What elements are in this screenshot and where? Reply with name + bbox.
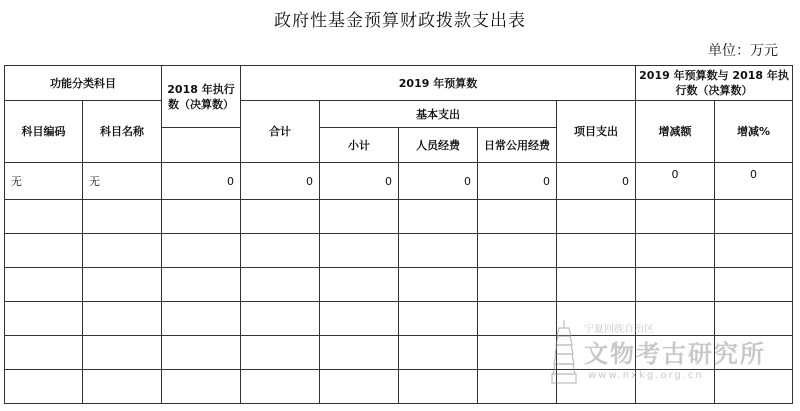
header-subject-name: 科目名称: [83, 101, 162, 163]
header-exec-2018: 2018 年执行数（决算数）: [162, 66, 241, 128]
cell-exec-2018: 0: [162, 163, 241, 200]
cell-name: 无: [83, 163, 162, 200]
header-compare: 2019 年预算数与 2018 年执行数（决算数）: [636, 66, 793, 101]
cell-increase-pct: 0: [715, 163, 793, 200]
empty-row: [5, 200, 793, 234]
cell-public-daily: 0: [478, 163, 557, 200]
empty-row: [5, 336, 793, 370]
watermark-url: www.nxkg.org.cn: [588, 370, 704, 381]
cell-project: 0: [557, 163, 636, 200]
header-exec-2018-cont: [162, 128, 241, 163]
cell-subtotal: 0: [320, 163, 399, 200]
header-total: 合计: [241, 101, 320, 163]
cell-personnel: 0: [399, 163, 478, 200]
watermark-subtitle: 宁夏回族自治区: [584, 324, 654, 335]
header-subtotal: 小计: [320, 128, 399, 163]
unit-label: 单位：万元: [708, 43, 778, 59]
watermark-name: 文物考古研究所: [584, 340, 766, 368]
table-row: [5, 163, 793, 200]
budget-table: [4, 65, 793, 404]
header-functional-category: 功能分类科目: [5, 66, 162, 101]
page-title: 政府性基金预算财政拨款支出表: [274, 11, 526, 31]
cell-increase-amount: 0: [636, 163, 715, 200]
empty-row: [5, 268, 793, 302]
header-budget-2019: 2019 年预算数: [241, 66, 636, 101]
header-project-expense: 项目支出: [557, 101, 636, 163]
header-basic-expense: 基本支出: [320, 101, 557, 128]
empty-row: [5, 370, 793, 404]
header-public-daily: 日常公用经费: [478, 128, 557, 163]
header-personnel: 人员经费: [399, 128, 478, 163]
empty-row: [5, 302, 793, 336]
header-increase-amount: 增减额: [636, 101, 715, 163]
cell-total: 0: [241, 163, 320, 200]
empty-row: [5, 234, 793, 268]
header-increase-pct: 增减%: [715, 101, 793, 163]
cell-code: 无: [5, 163, 83, 200]
header-subject-code: 科目编码: [5, 101, 83, 163]
